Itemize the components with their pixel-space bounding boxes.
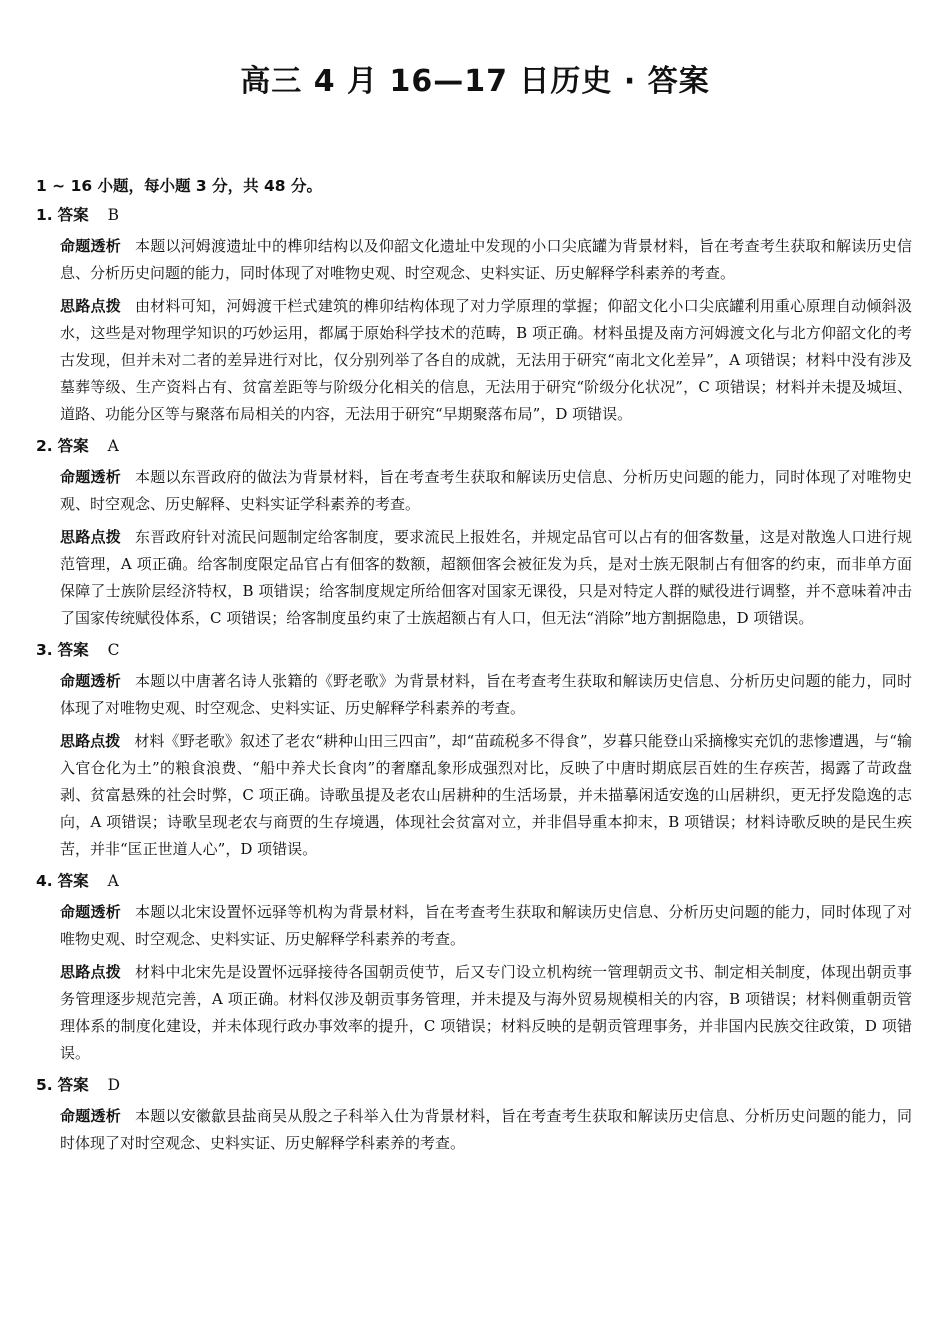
hint-label: 思路点拨 <box>60 732 121 750</box>
question-block <box>36 869 912 1067</box>
page-title: 高三 4 月 16—17 日历史 · 答案 <box>240 64 710 99</box>
question-block <box>36 638 912 863</box>
question-number: 2. <box>36 437 53 455</box>
hint-label: 思路点拨 <box>60 297 121 315</box>
hint-text: 材料《野老歌》叙述了老农“耕种山田三四亩”，却“苗疏税多不得食”，岁暮只能登山采摘橡实充饥的悲惨遭遇，与“输入官仓化为土”的粮食浪费、“船中养犬长食肉”的奢靡乱象形成强烈对比，反映了中唐时期底层百姓的生存疾苦，揭露了苛政盘剥、贫富悬殊的社会时弊，C 项正确。诗歌虽提及老农山居耕种的生活场景，并未描摹闲适安逸的山居耕织，更无抒发隐逸的志向，A 项错误；诗歌呈现老农与商贾的生存境遇，体现社会贫富对立，并非倡导重本抑末，B 项错误；材料诗歌反映的是民生疾苦，并非“匡正世道人心”，D 项错误。 <box>60 732 912 858</box>
analysis-text: 本题以中唐著名诗人张籍的《野老歌》为背景材料，旨在考查考生获取和解读历史信息、分析历史问题的能力，同时体现了对唯物史观、时空观念、史料实证、历史解释学科素养的考查。 <box>60 672 912 717</box>
answer-label: 答案 <box>57 437 89 455</box>
analysis-paragraph <box>60 233 912 287</box>
answer-label: 答案 <box>57 872 89 890</box>
hint-text: 由材料可知，河姆渡干栏式建筑的榫卯结构体现了对力学原理的掌握；仰韶文化小口尖底罐利用重心原理自动倾斜汲水，这些是对物理学知识的巧妙运用，都属于原始科学技术的范畴，B 项正确。材料虽提及南方河姆渡文化与北方仰韶文化的考古发现，但并未对二者的差异进行对比，仅分别列举了各自的成就，无法用于研究“南北文化差异”，A 项错误；材料中没有涉及墓葬等级、生产资料占有、贫富差距等与阶级分化相关的信息，无法用于研究“阶级分化状况”，C 项错误；材料并未提及城垣、道路、功能分区等与聚落布局相关的内容，无法用于研究“早期聚落布局”，D 项错误。 <box>60 297 912 423</box>
answer-label: 答案 <box>57 206 89 224</box>
question-number: 4. <box>36 872 53 890</box>
question-block <box>36 203 912 428</box>
analysis-paragraph <box>60 1103 912 1157</box>
answer-content <box>36 174 912 1163</box>
answer-line <box>36 638 912 662</box>
analysis-paragraph <box>60 899 912 953</box>
answer-value: C <box>107 641 120 659</box>
question-block <box>36 1073 912 1157</box>
answer-line <box>36 434 912 458</box>
hint-paragraph <box>60 959 912 1067</box>
analysis-text: 本题以河姆渡遗址中的榫卯结构以及仰韶文化遗址中发现的小口尖底罐为背景材料，旨在考查考生获取和解读历史信息、分析历史问题的能力，同时体现了对唯物史观、时空观念、史料实证、历史解释学科素养的考查。 <box>60 237 912 282</box>
hint-text: 东晋政府针对流民问题制定给客制度，要求流民上报姓名，并规定品官可以占有的佃客数量，这是对散逸人口进行规范管理，A 项正确。给客制度限定品官占有佃客的数额，超额佃客会被征发为兵，是对士族无限制占有佃客的约束，而非单方面保障了士族阶层经济特权，B 项错误；给客制度规定所给佃客对国家无课役，只是对特定人群的赋役进行调整，并不意味着冲击了国家传统赋役体系，C 项错误；给客制度虽约束了士族超额占有人口，但无法“消除”地方割据隐患，D 项错误。 <box>60 528 912 627</box>
analysis-text: 本题以安徽歙县盐商吴从殷之子科举入仕为背景材料，旨在考查考生获取和解读历史信息、分析历史问题的能力，同时体现了对时空观念、史料实证、历史解释学科素养的考查。 <box>60 1107 912 1152</box>
analysis-paragraph <box>60 668 912 722</box>
analysis-text: 本题以东晋政府的做法为背景材料，旨在考查考生获取和解读历史信息、分析历史问题的能力，同时体现了对唯物史观、时空观念、历史解释、史料实证学科素养的考查。 <box>60 468 912 513</box>
analysis-label: 命题透析 <box>60 237 121 255</box>
hint-label: 思路点拨 <box>60 528 121 546</box>
analysis-label: 命题透析 <box>60 672 121 690</box>
analysis-label: 命题透析 <box>60 903 121 921</box>
answer-label: 答案 <box>57 1076 89 1094</box>
hint-label: 思路点拨 <box>60 963 121 981</box>
hint-paragraph <box>60 728 912 863</box>
answer-line <box>36 203 912 227</box>
hint-paragraph <box>60 524 912 632</box>
question-number: 3. <box>36 641 53 659</box>
analysis-paragraph <box>60 464 912 518</box>
answer-label: 答案 <box>57 641 89 659</box>
hint-paragraph <box>60 293 912 428</box>
answer-value: B <box>107 206 119 224</box>
answer-line <box>36 869 912 893</box>
answer-line <box>36 1073 912 1097</box>
question-number: 5. <box>36 1076 53 1094</box>
answer-value: A <box>107 872 119 890</box>
answer-value: A <box>107 437 119 455</box>
analysis-label: 命题透析 <box>60 468 121 486</box>
analysis-text: 本题以北宋设置怀远驿等机构为背景材料，旨在考查考生获取和解读历史信息、分析历史问题的能力，同时体现了对唯物史观、时空观念、史料实证、历史解释学科素养的考查。 <box>60 903 912 948</box>
section-intro: 1 ~ 16 小题，每小题 3 分，共 48 分。 <box>36 177 322 195</box>
question-number: 1. <box>36 206 53 224</box>
analysis-label: 命题透析 <box>60 1107 121 1125</box>
question-block <box>36 434 912 632</box>
hint-text: 材料中北宋先是设置怀远驿接待各国朝贡使节，后又专门设立机构统一管理朝贡文书、制定相关制度，体现出朝贡事务管理逐步规范完善，A 项正确。材料仅涉及朝贡事务管理，并未提及与海外贸易规模相关的内容，B 项错误；材料侧重朝贡管理体系的制度化建设，并未体现行政办事效率的提升，C 项错误；材料反映的是朝贡管理事务，并非国内民族交往政策，D 项错误。 <box>60 963 912 1062</box>
answer-value: D <box>107 1076 121 1094</box>
